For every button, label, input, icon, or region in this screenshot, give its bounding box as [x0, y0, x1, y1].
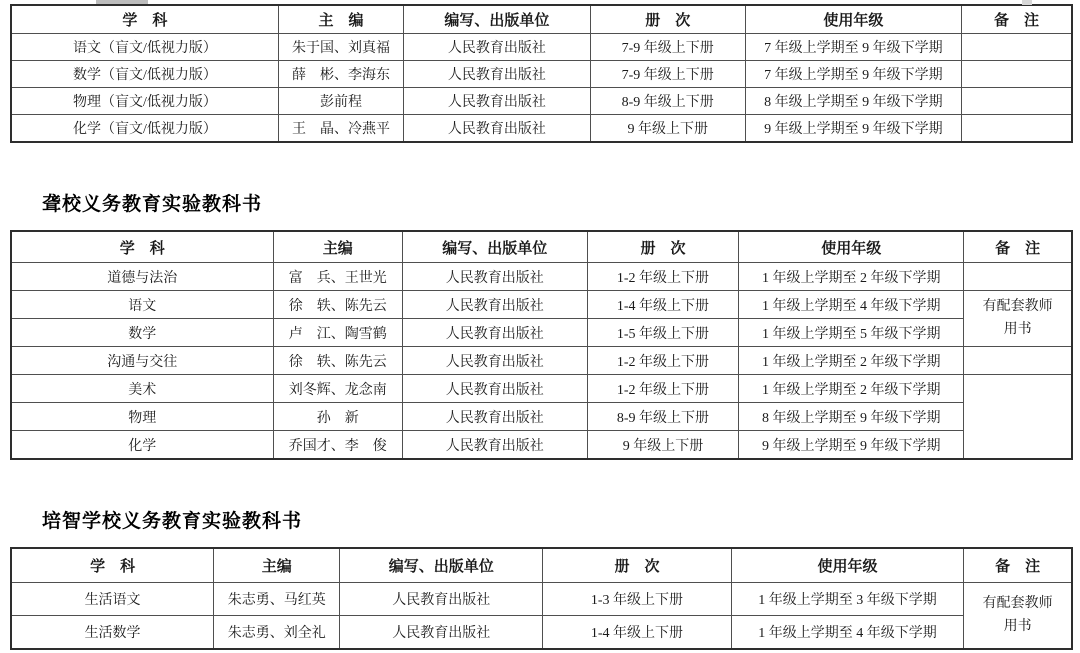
grade-range-cell: 1 年级上学期至 2 年级下学期	[739, 347, 964, 375]
publisher-cell: 人民教育出版社	[403, 403, 588, 431]
publisher-cell: 人民教育出版社	[404, 88, 591, 115]
table-row	[11, 263, 1072, 291]
header-row	[11, 548, 1072, 583]
subject-cell: 生活数学	[11, 616, 214, 650]
grade-range-cell: 1 年级上学期至 4 年级下学期	[731, 616, 963, 650]
subject-cell: 数学（盲文/低视力版）	[11, 61, 278, 88]
remark-cell	[964, 375, 1072, 460]
subject-cell: 物理（盲文/低视力版）	[11, 88, 278, 115]
volumes-cell: 9 年级上下册	[587, 431, 739, 460]
volumes-cell: 1-2 年级上下册	[587, 347, 739, 375]
grade-range-cell: 8 年级上学期至 9 年级下学期	[739, 403, 964, 431]
chief-editor-cell: 徐 轶、陈先云	[273, 347, 402, 375]
grade-range-cell: 1 年级上学期至 2 年级下学期	[739, 375, 964, 403]
table-row	[11, 291, 1072, 319]
column-header-volumes: 册 次	[587, 231, 739, 263]
table-row	[11, 375, 1072, 403]
remark-cell	[964, 347, 1072, 375]
subject-cell: 数学	[11, 319, 273, 347]
column-header-volumes: 册 次	[590, 5, 745, 34]
volumes-cell: 8-9 年级上下册	[590, 88, 745, 115]
subject-cell: 沟通与交往	[11, 347, 273, 375]
table-row	[11, 61, 1072, 88]
subject-cell: 语文	[11, 291, 273, 319]
grade-range-cell: 8 年级上学期至 9 年级下学期	[745, 88, 961, 115]
table-row	[11, 319, 1072, 347]
section-title: 培智学校义务教育实验教科书	[42, 511, 303, 532]
volumes-cell: 1-4 年级上下册	[587, 291, 739, 319]
column-header-grade-range: 使用年级	[739, 231, 964, 263]
chief-editor-cell: 富 兵、王世光	[273, 263, 402, 291]
volumes-cell: 9 年级上下册	[590, 115, 745, 143]
remark-cell	[964, 263, 1072, 291]
volumes-cell: 8-9 年级上下册	[587, 403, 739, 431]
grade-range-cell: 1 年级上学期至 4 年级下学期	[739, 291, 964, 319]
publisher-cell: 人民教育出版社	[403, 375, 588, 403]
publisher-cell: 人民教育出版社	[340, 583, 543, 616]
chief-editor-cell: 卢 江、陶雪鹤	[273, 319, 402, 347]
subject-cell: 生活语文	[11, 583, 214, 616]
volumes-cell: 7-9 年级上下册	[590, 34, 745, 61]
subject-cell: 化学（盲文/低视力版）	[11, 115, 278, 143]
publisher-cell: 人民教育出版社	[404, 61, 591, 88]
column-header-volumes: 册 次	[543, 548, 732, 583]
column-header-remark: 备 注	[962, 5, 1072, 34]
textbook-table-2	[10, 230, 1073, 460]
chief-editor-cell: 孙 新	[273, 403, 402, 431]
column-header-subject: 学 科	[11, 548, 214, 583]
column-header-remark: 备 注	[964, 231, 1072, 263]
table-row	[11, 88, 1072, 115]
column-header-publisher: 编写、出版单位	[340, 548, 543, 583]
clipped-content-artifact	[96, 0, 148, 4]
column-header-subject: 学 科	[11, 231, 273, 263]
chief-editor-cell: 乔国才、李 俊	[273, 431, 402, 460]
volumes-cell: 1-2 年级上下册	[587, 375, 739, 403]
column-header-remark: 备 注	[964, 548, 1072, 583]
volumes-cell: 1-4 年级上下册	[543, 616, 732, 650]
grade-range-cell: 1 年级上学期至 2 年级下学期	[739, 263, 964, 291]
grade-range-cell: 9 年级上学期至 9 年级下学期	[739, 431, 964, 460]
column-header-chief-editor: 主编	[214, 548, 340, 583]
table-row	[11, 431, 1072, 460]
chief-editor-cell: 朱志勇、马红英	[214, 583, 340, 616]
table-row	[11, 347, 1072, 375]
column-header-publisher: 编写、出版单位	[403, 231, 588, 263]
chief-editor-cell: 朱志勇、刘全礼	[214, 616, 340, 650]
chief-editor-cell: 徐 轶、陈先云	[273, 291, 402, 319]
chief-editor-cell: 朱于国、刘真福	[278, 34, 403, 61]
subject-cell: 物理	[11, 403, 273, 431]
subject-cell: 美术	[11, 375, 273, 403]
grade-range-cell: 7 年级上学期至 9 年级下学期	[745, 61, 961, 88]
publisher-cell: 人民教育出版社	[403, 291, 588, 319]
column-header-subject: 学 科	[11, 5, 278, 34]
grade-range-cell: 7 年级上学期至 9 年级下学期	[745, 34, 961, 61]
column-header-grade-range: 使用年级	[745, 5, 961, 34]
publisher-cell: 人民教育出版社	[403, 319, 588, 347]
chief-editor-cell: 薛 彬、李海东	[278, 61, 403, 88]
grade-range-cell: 1 年级上学期至 5 年级下学期	[739, 319, 964, 347]
header-row	[11, 5, 1072, 34]
volumes-cell: 1-5 年级上下册	[587, 319, 739, 347]
header-row	[11, 231, 1072, 263]
subject-cell: 化学	[11, 431, 273, 460]
remark-cell	[962, 61, 1072, 88]
table-row	[11, 583, 1072, 616]
column-header-chief-editor: 主编	[273, 231, 402, 263]
table-row	[11, 616, 1072, 650]
volumes-cell: 1-3 年级上下册	[543, 583, 732, 616]
clipped-content-artifact-right	[1022, 0, 1032, 5]
chief-editor-cell: 刘冬辉、龙念南	[273, 375, 402, 403]
publisher-cell: 人民教育出版社	[404, 115, 591, 143]
publisher-cell: 人民教育出版社	[403, 431, 588, 460]
textbook-table-3	[10, 547, 1073, 650]
remark-cell	[962, 115, 1072, 143]
column-header-grade-range: 使用年级	[731, 548, 963, 583]
remark-cell	[962, 34, 1072, 61]
publisher-cell: 人民教育出版社	[340, 616, 543, 650]
table-row	[11, 115, 1072, 143]
volumes-cell: 1-2 年级上下册	[587, 263, 739, 291]
remark-cell: 有配套教师用书	[964, 291, 1072, 347]
remark-cell	[962, 88, 1072, 115]
table-row	[11, 34, 1072, 61]
grade-range-cell: 9 年级上学期至 9 年级下学期	[745, 115, 961, 143]
grade-range-cell: 1 年级上学期至 3 年级下学期	[731, 583, 963, 616]
remark-cell: 有配套教师用书	[964, 583, 1072, 650]
column-header-chief-editor: 主 编	[278, 5, 403, 34]
volumes-cell: 7-9 年级上下册	[590, 61, 745, 88]
publisher-cell: 人民教育出版社	[403, 347, 588, 375]
subject-cell: 语文（盲文/低视力版）	[11, 34, 278, 61]
chief-editor-cell: 彭前程	[278, 88, 403, 115]
column-header-publisher: 编写、出版单位	[404, 5, 591, 34]
publisher-cell: 人民教育出版社	[404, 34, 591, 61]
section-title: 聋校义务教育实验教科书	[42, 194, 263, 215]
publisher-cell: 人民教育出版社	[403, 263, 588, 291]
table-row	[11, 403, 1072, 431]
textbook-table-1	[10, 4, 1073, 143]
chief-editor-cell: 王 晶、冷燕平	[278, 115, 403, 143]
subject-cell: 道德与法治	[11, 263, 273, 291]
